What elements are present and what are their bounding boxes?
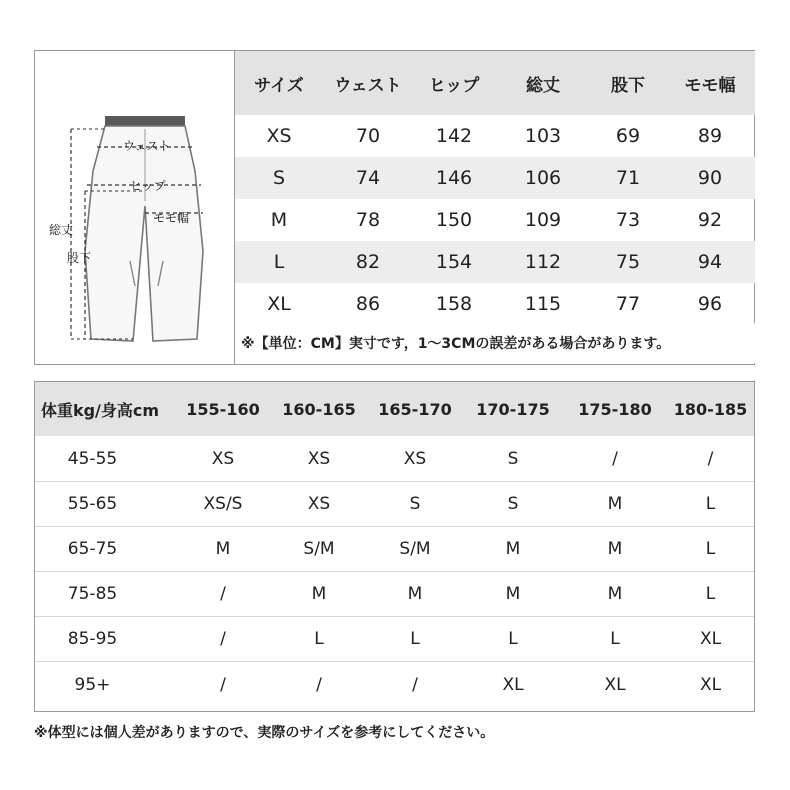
header-length: 総丈: [526, 75, 560, 96]
length-label: 総丈: [49, 223, 74, 237]
cell-thigh: 94: [697, 251, 723, 273]
cell-thigh: 89: [697, 125, 723, 147]
cell-size: XL: [604, 674, 626, 695]
cell-size: L: [705, 584, 716, 604]
cell-size: XL: [699, 629, 722, 649]
cell-size: M: [607, 494, 623, 514]
header-height-range: 175-180: [578, 399, 652, 419]
cell-size: S/M: [303, 539, 335, 559]
cell-inseam: 71: [615, 167, 641, 189]
cell-size: S: [507, 449, 519, 469]
cell-waist: 74: [355, 167, 381, 189]
cell-size: S: [409, 494, 421, 514]
cell-size: M: [607, 539, 623, 559]
size-table-header: [235, 51, 755, 115]
cell-size: /: [316, 674, 322, 695]
recommendation-table: [34, 381, 755, 712]
header-weight-height: 体重kg/身高cm: [40, 400, 160, 420]
cell-size: L: [610, 629, 620, 649]
cell-length: 112: [524, 251, 562, 273]
cell-size: /: [612, 449, 618, 469]
cell-hip: 150: [435, 209, 473, 231]
cell-thigh: 90: [697, 167, 723, 189]
table-row: [235, 157, 755, 199]
header-inseam: 股下: [611, 75, 645, 96]
cell-size: /: [220, 629, 226, 649]
cell-size: XS: [307, 494, 331, 514]
cell-inseam: 73: [615, 209, 641, 231]
header-height-range: 180-185: [673, 399, 748, 419]
table-row: [235, 115, 755, 157]
cell-size: M: [607, 584, 623, 604]
cell-weight: 55-65: [67, 494, 118, 514]
cell-inseam: 77: [615, 293, 641, 315]
cell-size: M: [270, 209, 288, 231]
cell-size: XS: [211, 449, 235, 469]
cell-size: M: [407, 584, 423, 604]
cell-size: M: [311, 584, 327, 604]
cell-size: XL: [502, 674, 524, 695]
cell-size: /: [220, 674, 226, 695]
pants-illustration: [35, 51, 234, 364]
cell-hip: 158: [435, 293, 473, 315]
cell-waist: 82: [355, 251, 381, 273]
cell-size: XS: [266, 125, 292, 147]
cell-size: /: [220, 584, 226, 604]
header-height-range: 160-165: [282, 399, 356, 419]
cell-length: 109: [524, 209, 562, 231]
table-row: [235, 199, 755, 241]
cell-size: L: [273, 251, 285, 273]
cell-inseam: 75: [615, 251, 641, 273]
cell-size: XL: [267, 293, 291, 315]
header-height-range: 165-170: [378, 399, 452, 419]
header-height-range: 170-175: [476, 399, 550, 419]
header-waist: ウェスト: [334, 75, 402, 96]
cell-size: L: [314, 629, 324, 649]
inseam-label: 股下: [67, 251, 92, 265]
cell-size: L: [410, 629, 420, 649]
waistband-shape: [105, 116, 185, 126]
waist-label: ウェスト: [123, 139, 171, 153]
cell-hip: 146: [435, 167, 473, 189]
cell-thigh: 96: [697, 293, 723, 315]
table-row: [35, 662, 754, 707]
table-row: [35, 527, 754, 572]
header-hip: ヒップ: [428, 75, 480, 96]
footer-note: ※体型には個人差がありますので、実際のサイズを参考にしてください。: [34, 725, 495, 741]
table-row: [235, 241, 755, 283]
cell-size: M: [505, 584, 521, 604]
header-thigh: モモ幅: [684, 75, 736, 96]
thigh-label: モモ幅: [153, 211, 190, 225]
size-chart: [34, 50, 755, 365]
cell-size: S: [507, 494, 519, 514]
cell-waist: 86: [355, 293, 381, 315]
hip-label: ヒップ: [130, 179, 166, 193]
cell-size: S: [272, 167, 286, 189]
cell-waist: 70: [355, 125, 381, 147]
table-row: [235, 283, 755, 325]
cell-weight: 75-85: [67, 584, 118, 604]
cell-size: XS/S: [203, 494, 243, 514]
cell-size: L: [705, 539, 716, 559]
cell-hip: 142: [435, 125, 473, 147]
cell-length: 106: [524, 167, 562, 189]
table-row: [35, 572, 754, 617]
pants-outline: [85, 126, 203, 341]
cell-size: M: [505, 539, 521, 559]
cell-size: L: [705, 494, 716, 514]
cell-size: S/M: [399, 539, 431, 559]
cell-size: XS: [403, 449, 427, 469]
header-height-range: 155-160: [186, 399, 260, 419]
cell-hip: 154: [435, 251, 473, 273]
header-size: サイズ: [254, 75, 304, 96]
pants-diagram: [35, 51, 235, 364]
cell-weight: 95+: [74, 674, 111, 695]
table-row: [35, 617, 754, 662]
cell-weight: 85-95: [67, 629, 118, 649]
cell-length: 103: [524, 125, 562, 147]
table-row: [35, 482, 754, 527]
table-row: [35, 437, 754, 482]
size-note: ※【単位：CM】実寸です，1〜3CMの誤差がある場合があります。: [235, 323, 755, 363]
cell-size: XL: [699, 674, 722, 695]
cell-thigh: 92: [697, 209, 723, 231]
cell-size: /: [707, 449, 714, 469]
cell-size: L: [508, 629, 518, 649]
cell-waist: 78: [355, 209, 381, 231]
cell-weight: 65-75: [67, 539, 118, 559]
cell-inseam: 69: [615, 125, 641, 147]
cell-size: /: [412, 674, 418, 695]
cell-size: XS: [307, 449, 331, 469]
recommendation-header: [35, 382, 754, 436]
cell-size: M: [215, 539, 231, 559]
cell-weight: 45-55: [67, 449, 118, 469]
cell-length: 115: [524, 293, 562, 315]
